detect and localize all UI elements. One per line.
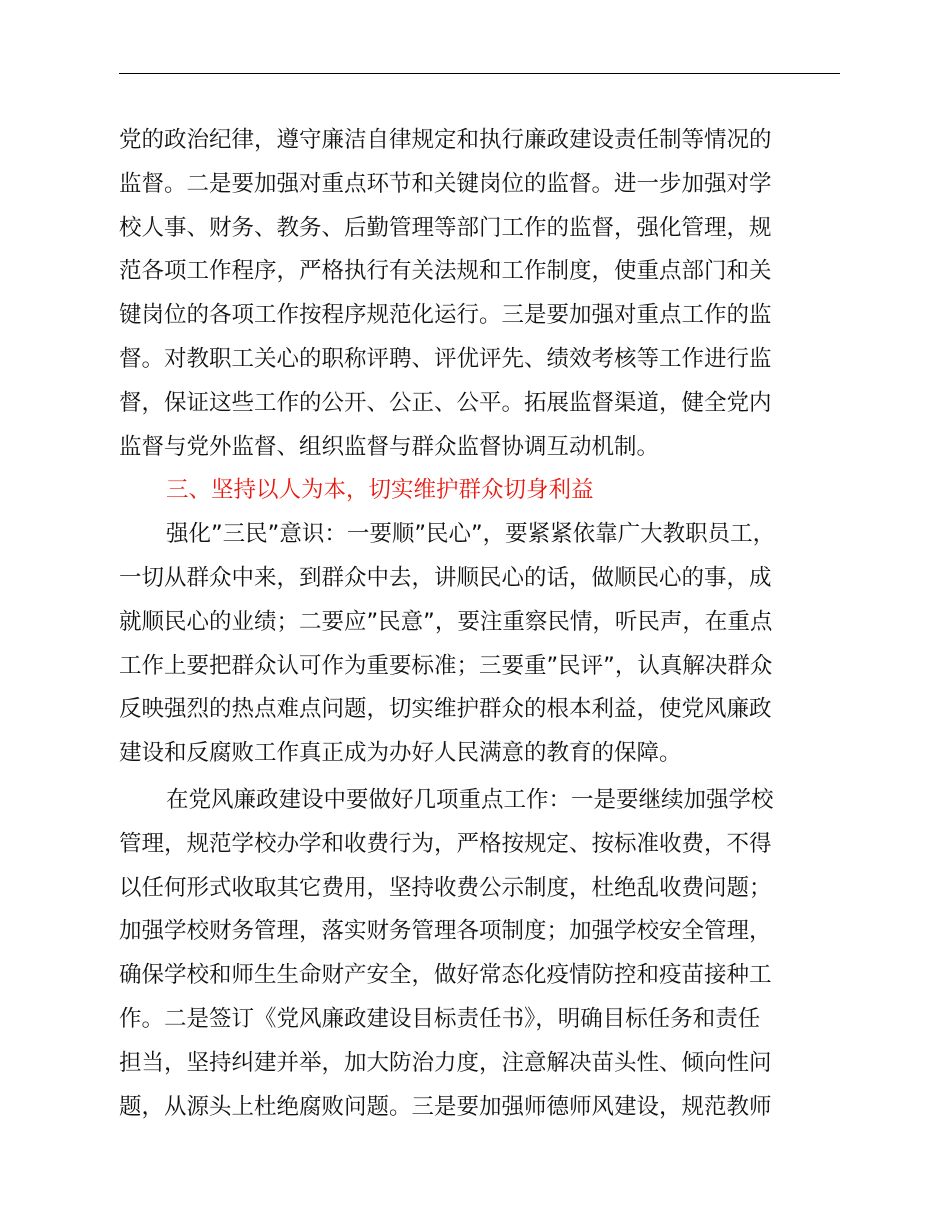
text-line: 反映强烈的热点难点问题，切实维护群众的根本利益，使党风廉政 <box>119 696 772 723</box>
text-line: 一切从群众中来，到群众中去，讲顺民心的话，做顺民心的事，成 <box>119 564 772 591</box>
text-line: 工作上要把群众认可作为重要标准；三要重”民评”，认真解决群众 <box>119 652 773 679</box>
text-line: 校人事、财务、教务、后勤管理等部门工作的监督，强化管理，规 <box>119 214 772 241</box>
text-line: 题，从源头上杜绝腐败问题。三是要加强师德师风建设，规范教师 <box>119 1093 772 1120</box>
text-line: 加强学校财务管理，落实财务管理各项制度；加强学校安全管理， <box>119 918 772 945</box>
text-line: 督，保证这些工作的公开、公正、公平。拓展监督渠道，健全党内 <box>119 389 772 416</box>
paragraph-three-people <box>119 513 859 776</box>
text-line: 监督。二是要加强对重点环节和关键岗位的监督。进一步加强对学 <box>119 170 772 197</box>
text-line: 范各项工作程序，严格执行有关法规和工作制度，使重点部门和关 <box>119 258 772 285</box>
text-line: 建设和反腐败工作真正成为办好人民满意的教育的保障。 <box>119 740 682 767</box>
text-line: 监督与党外监督、组织监督与群众监督协调互动机制。 <box>119 433 660 460</box>
header-rule <box>119 73 840 74</box>
text-line: 作。二是签订《党风廉政建设目标责任书》，明确目标任务和责任 <box>119 1005 761 1032</box>
text-line: 强化”三民”意识：一要顺”民心”，要紧紧依靠广大教职员工， <box>166 521 776 548</box>
text-line: 确保学校和师生生命财产安全，做好常态化疫情防控和疫苗接种工 <box>119 962 772 989</box>
document-body <box>119 119 859 1129</box>
text-line: 管理，规范学校办学和收费行为，严格按规定、按标准收费，不得 <box>119 830 772 857</box>
section-heading: 三、坚持以人为本，切实维护群众切身利益 <box>166 477 594 504</box>
paragraph-key-work <box>119 779 859 1129</box>
text-line: 党的政治纪律，遵守廉洁自律规定和执行廉政建设责任制等情况的 <box>119 127 772 153</box>
text-line: 督。对教职工关心的职称评聘、评优评先、绩效考核等工作进行监 <box>119 345 772 372</box>
text-line: 以任何形式收取其它费用，坚持收费公示制度，杜绝乱收费问题； <box>119 874 772 901</box>
text-line: 在党风廉政建设中要做好几项重点工作：一是要继续加强学校 <box>166 786 774 813</box>
text-line: 担当，坚持纠建并举，加大防治力度，注意解决苗头性、倾向性问 <box>119 1049 772 1076</box>
text-line: 键岗位的各项工作按程序规范化运行。三是要加强对重点工作的监 <box>119 302 772 329</box>
text-line: 就顺民心的业绩；二要应”民意”，要注重察民情，听民声，在重点 <box>119 608 773 635</box>
paragraph-supervision <box>119 119 859 469</box>
